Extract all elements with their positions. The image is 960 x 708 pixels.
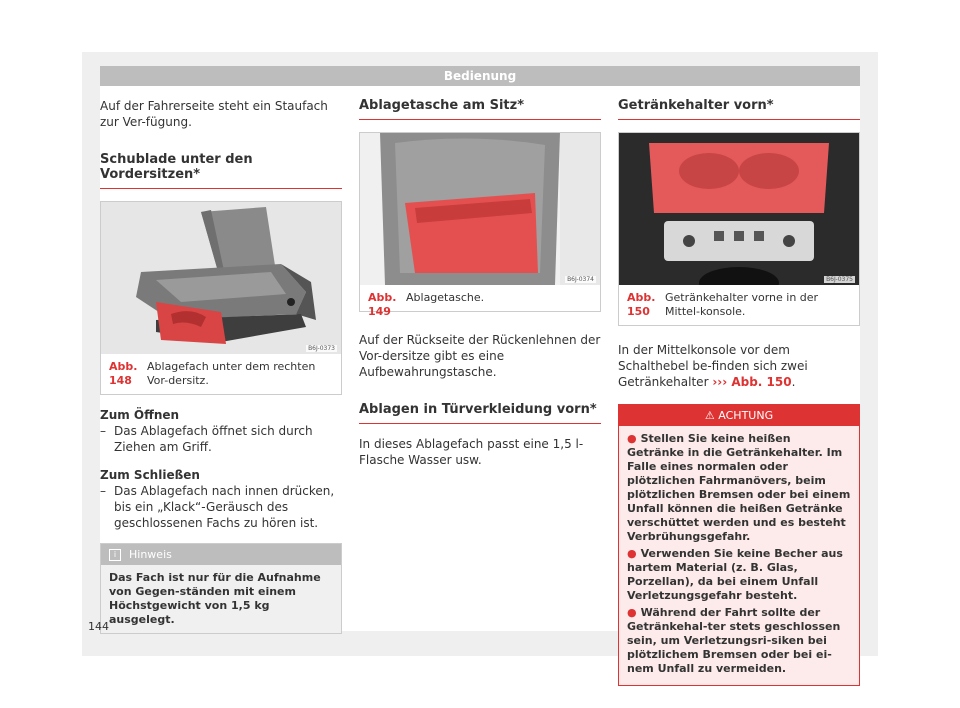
cupholder-text (618, 342, 860, 390)
seat-pocket-image (360, 133, 600, 285)
hint-box (100, 543, 342, 634)
bullet-icon: ● (627, 432, 637, 445)
heading-seat-pocket: Ablagetasche am Sitz* (359, 98, 601, 120)
open-step (100, 423, 342, 455)
figure-code: B6J-0375 (826, 276, 853, 283)
manual-page (100, 66, 860, 675)
hint-header (101, 544, 341, 565)
warning-item (627, 432, 851, 544)
figure-caption (360, 285, 600, 318)
figure-150 (618, 132, 860, 326)
figure-148 (100, 201, 342, 395)
hint-title: Hinweis (129, 548, 172, 561)
warning-item-text: Während der Fahrt sollte der Getränkehal-ter stets geschlossen sein, um Verletzungsri-siken bei plötzlichem Bremsen oder bei ei-nem Unfall zu vermeiden. (627, 606, 841, 675)
warning-header (619, 405, 859, 426)
caption-text: Getränkehalter vorne in der Mittel-konsole. (665, 291, 819, 318)
figure-code: B6J-0373 (308, 345, 335, 352)
close-label: Zum Schließen (100, 468, 200, 482)
heading-drawer: Schublade unter den Vordersitzen* (100, 152, 342, 189)
column-2 (359, 98, 601, 468)
figure-caption (619, 285, 859, 325)
bullet-icon: ● (627, 606, 637, 619)
info-icon: i (109, 549, 121, 561)
figure-number: Abb. 149 (368, 291, 397, 318)
warning-item (627, 547, 851, 603)
door-storage-text: In dieses Ablagefach passt eine 1,5 l-Flasche Wasser usw. (359, 437, 584, 467)
heading-cupholder: Getränkehalter vorn* (618, 98, 860, 120)
warning-item-text: Stellen Sie keine heißen Getränke in die Getränkehalter. Im Falle eines normalen oder plötzlichen Fahrmanövers, beim plötzlichen Bremsen oder bei einem Unfall können die heißen Getränke verschüttet werden und es besteht Verbrühungsgefahr. (627, 432, 851, 543)
figure-caption (101, 354, 341, 394)
figure-reference-link[interactable]: ››› Abb. 150 (712, 375, 792, 389)
figure-number: Abb. 148 (109, 360, 138, 387)
caption-text: Ablagefach unter dem rechten Vor-dersitz. (147, 360, 316, 387)
warning-body (619, 426, 859, 685)
figure-149 (359, 132, 601, 318)
cupholder-text-main: In der Mittelkonsole vor dem Schalthebel be-finden sich zwei Getränkehalter (618, 343, 808, 389)
figure-number: Abb. 150 (627, 291, 656, 318)
warning-item (627, 606, 851, 676)
cupholder-image (619, 133, 859, 285)
close-text: Das Ablagefach nach innen drücken, bis ein „Klack“-Geräusch des geschlossenen Fachs zu hören ist. (114, 484, 335, 530)
column-3 (618, 98, 860, 686)
warning-item-text: Verwenden Sie keine Becher aus hartem Material (z. B. Glas, Porzellan), da bei einem Unfall Verletzungsgefahr besteht. (627, 547, 843, 602)
dash: – (100, 424, 106, 438)
open-text: Das Ablagefach öffnet sich durch Ziehen am Griff. (114, 424, 313, 454)
figure-code: B6J-0374 (567, 276, 594, 283)
close-step (100, 483, 342, 531)
section-header: Bedienung (100, 66, 860, 86)
bullet-icon: ● (627, 547, 637, 560)
warning-box (618, 404, 860, 686)
heading-door-storage: Ablagen in Türverkleidung vorn* (359, 402, 601, 424)
hint-text: Das Fach ist nur für die Aufnahme von Gegen-ständen mit einem Höchstgewicht von 1,5 kg ausgelegt. (101, 565, 341, 633)
dash: – (100, 484, 106, 498)
open-label: Zum Öffnen (100, 408, 180, 422)
seat-drawer-image (101, 202, 341, 354)
page-number: 144 (88, 620, 109, 633)
intro-text: Auf der Fahrerseite steht ein Staufach zur Ver-fügung. (100, 99, 328, 129)
caption-text: Ablagetasche. (406, 291, 485, 304)
warning-icon: ⚠ (704, 409, 715, 422)
cupholder-text-end: . (791, 375, 796, 389)
warning-title: ACHTUNG (718, 409, 774, 422)
column-1 (100, 98, 342, 634)
seat-pocket-text: Auf der Rückseite der Rückenlehnen der Vor-dersitze gibt es eine Aufbewahrungstasche. (359, 333, 601, 379)
